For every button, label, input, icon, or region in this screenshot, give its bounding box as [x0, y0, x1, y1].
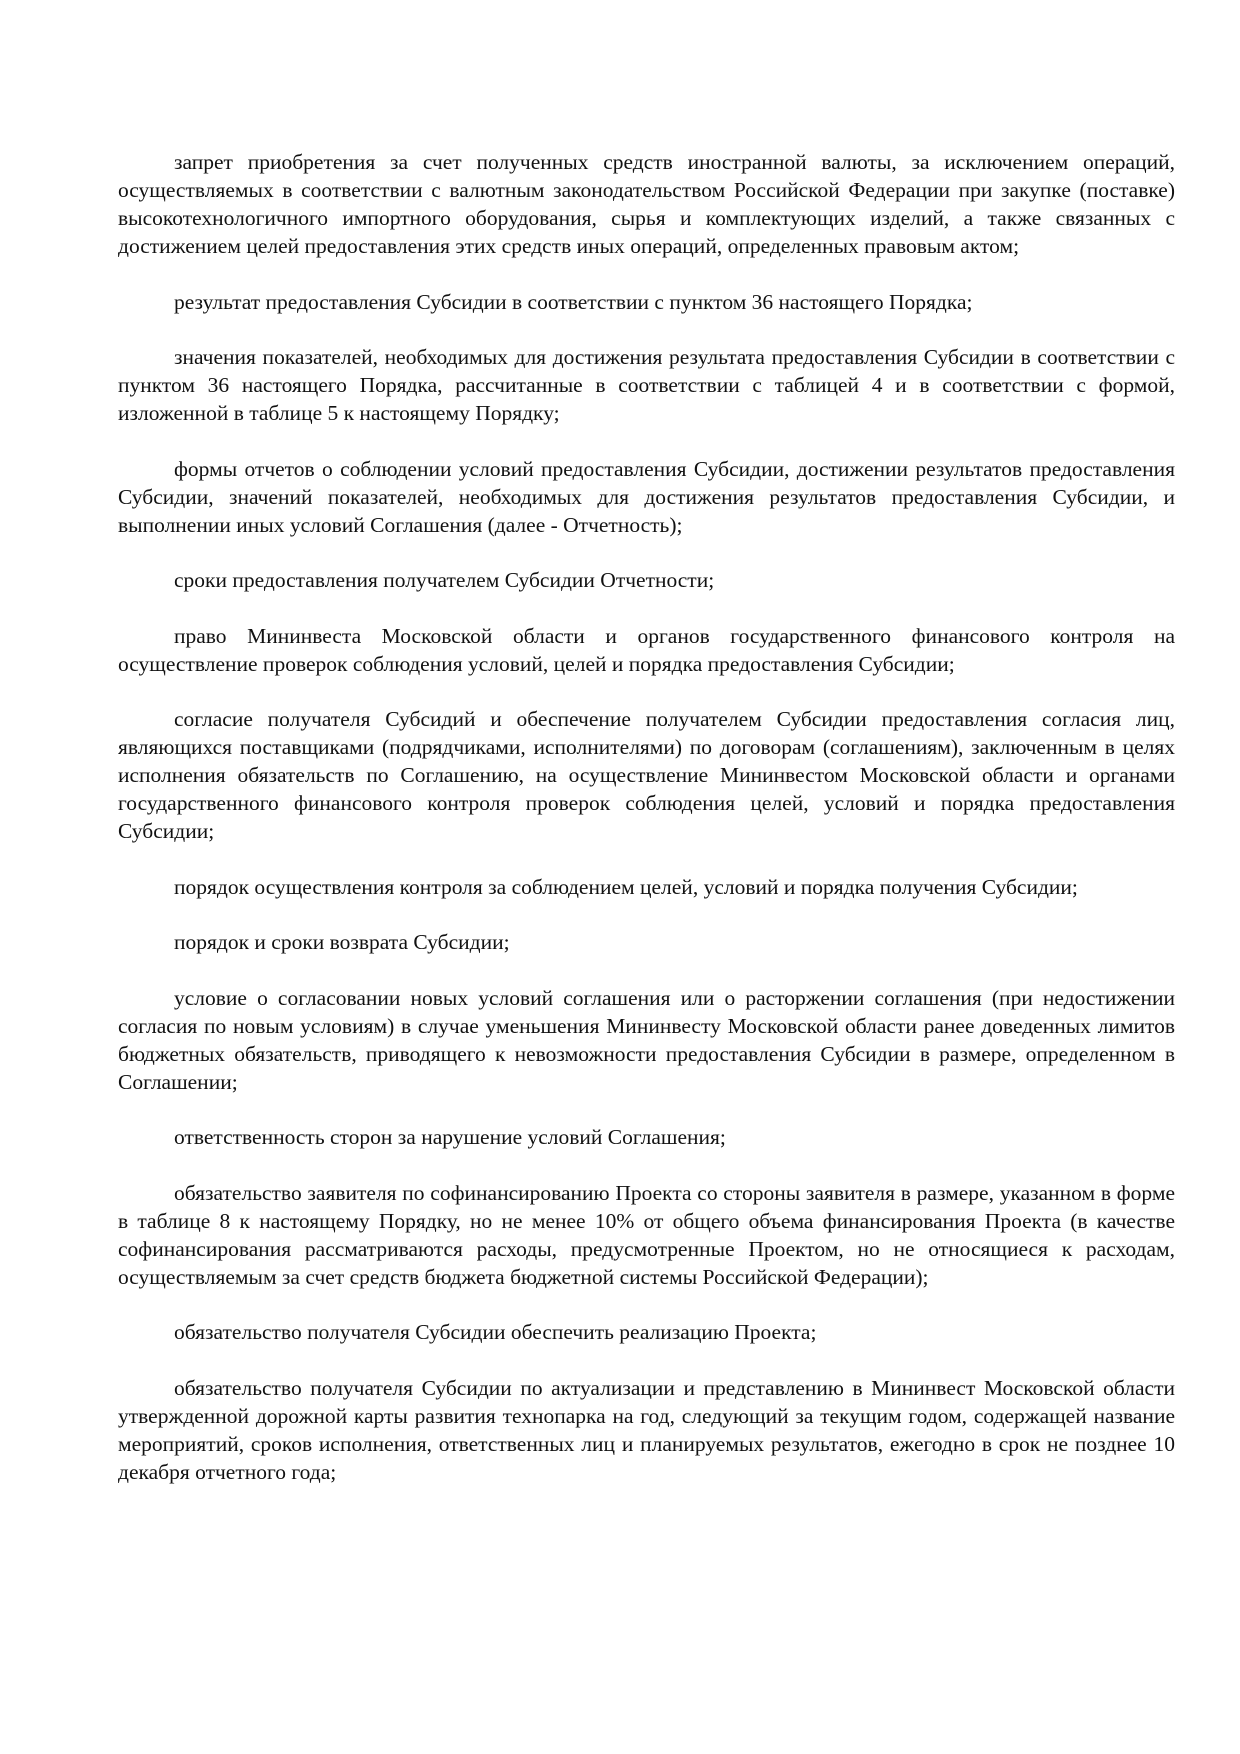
paragraph: согласие получателя Субсидий и обеспечение получателем Субсидии предоставления согласия лиц, являющихся поставщиками (подрядчиками, исполнителями) по договорам (соглашениям), заключенным в целях исполнения обязательств по Соглашению, на осуществление Мининвестом Московской области и органами государственного финансового контроля проверок соблюдения целей, условий и порядка предоставления Субсидии;: [118, 707, 1175, 843]
paragraph: порядок и сроки возврата Субсидии;: [174, 930, 510, 954]
document-page: [118, 148, 1175, 1513]
paragraph: ответственность сторон за нарушение условий Соглашения;: [174, 1125, 726, 1149]
paragraph: обязательство получателя Субсидии обеспечить реализацию Проекта;: [174, 1320, 817, 1344]
paragraph: сроки предоставления получателем Субсидии Отчетности;: [174, 568, 715, 592]
paragraph: обязательство заявителя по софинансированию Проекта со стороны заявителя в размере, указанном в форме в таблице 8 к настоящему Порядку, но не менее 10% от общего объема финансирования Проекта (в качестве софинансирования рассматриваются расходы, предусмотренные Проектом, но не относящиеся к расходам, осуществляемым за счет средств бюджета бюджетной системы Российской Федерации);: [118, 1180, 1175, 1289]
paragraph: значения показателей, необходимых для достижения результата предоставления Субсидии в соответствии с пунктом 36 настоящего Порядка, рассчитанные в соответствии с таблицей 4 и в соответствии с формой, изложенной в таблице 5 к настоящему Порядку;: [118, 345, 1175, 425]
paragraph: обязательство получателя Субсидии по актуализации и представлению в Мининвест Московской области утвержденной дорожной карты развития технопарка на год, следующий за текущим годом, содержащей название мероприятий, сроков исполнения, ответственных лиц и планируемых результатов, ежегодно в срок не позднее 10 декабря отчетного года;: [118, 1375, 1175, 1484]
paragraph: формы отчетов о соблюдении условий предоставления Субсидии, достижении результатов предоставления Субсидии, значений показателей, необходимых для достижения результатов предоставления Субсидии, и выполнении иных условий Соглашения (далее - Отчетность);: [118, 456, 1175, 537]
paragraph: порядок осуществления контроля за соблюдением целей, условий и порядка получения Субсидии;: [174, 874, 1078, 899]
paragraph: результат предоставления Субсидии в соответствии с пунктом 36 настоящего Порядка;: [174, 289, 973, 314]
paragraph: право Мининвеста Московской области и органов государственного финансового контроля на осуществление проверок соблюдения условий, целей и порядка предоставления Субсидии;: [118, 623, 1175, 676]
paragraph: условие о согласовании новых условий соглашения или о расторжении соглашения (при недостижении согласия по новым условиям) в случае уменьшения Мининвесту Московской области ранее доведенных лимитов бюджетных обязательств, приводящего к невозможности предоставления Субсидии в размере, определенном в Соглашении;: [118, 985, 1175, 1094]
paragraph: запрет приобретения за счет полученных средств иностранной валюты, за исключением операций, осуществляемых в соответствии с валютным законодательством Российской Федерации при закупке (поставке) высокотехнологичного импортного оборудования, сырья и комплектующих изделий, а также связанных с достижением целей предоставления этих средств иных операций, определенных правовым актом;: [118, 150, 1175, 258]
